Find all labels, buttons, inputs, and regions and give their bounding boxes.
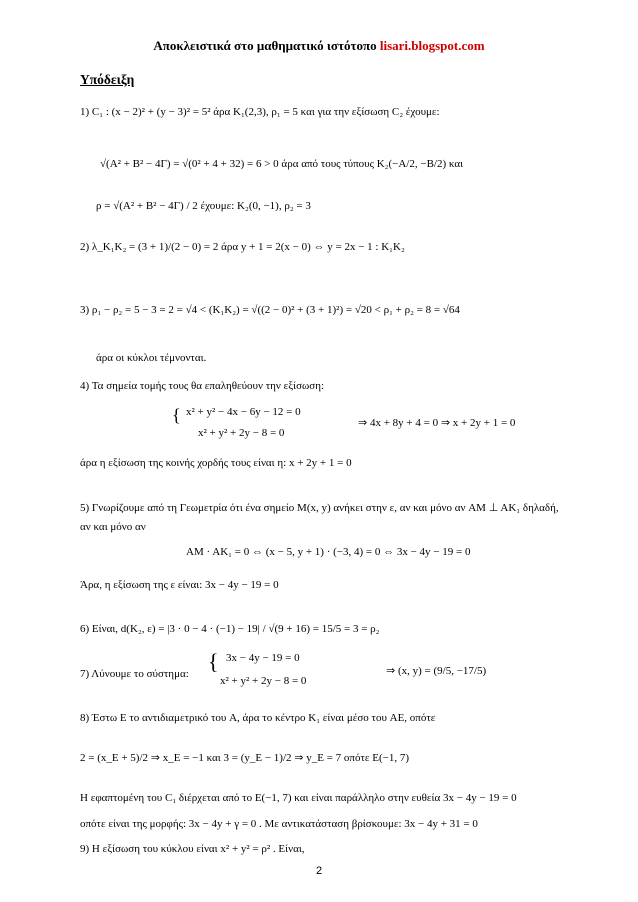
system-brace: { <box>172 405 181 425</box>
system-result: ⇒ 4x + 8y + 4 = 0 ⇒ x + 2y + 1 = 0 <box>358 417 516 429</box>
system-eq-1: x² + y² − 4x − 6y − 12 = 0 <box>186 406 301 418</box>
system-eq-2: x² + y² + 2y − 8 = 0 <box>198 427 285 439</box>
line-13: 6) Είναι, d(K₂, ε) = |3 · 0 − 4 · (−1) − 19| / √(9 + 16) = 15/5 = 3 = ρ₂ <box>80 623 380 635</box>
line-11: AM · AK₁ = 0 ⇔ (x − 5, y + 1) · (−3, 4) = 0 ⇔ 3x − 4y − 19 = 0 <box>186 546 471 558</box>
line-1: 1) C₁ : (x − 2)² + (y − 3)² = 5² άρα K₁(2,3), ρ₁ = 5 και για την εξίσωση C₂ έχουμε: <box>80 106 440 118</box>
system7-brace: { <box>208 649 219 674</box>
line-14: 7) Λύνουμε το σύστημα: <box>80 668 189 680</box>
page-header <box>0 38 638 54</box>
page-number: 2 <box>315 865 323 877</box>
line-15: 8) Έστω E το αντιδιαμετρικό του A, άρα το κέντρο K₁ είναι μέσο του AE, οπότε <box>80 712 436 724</box>
line-19: 9) Η εξίσωση του κύκλου είναι x² + y² = ρ² . Είναι, <box>80 843 305 855</box>
line-5: 3) ρ₁ − ρ₂ = 5 − 3 = 2 = √4 < (K₁K₂) = √((2 − 0)² + (3 + 1)²) = √20 < ρ₁ + ρ₂ = 8 = √64 <box>80 304 460 316</box>
line-9: 5) Γνωρίζουμε από τη Γεωμετρία ότι ένα σημείο M(x, y) ανήκει στην ε, αν και μόνο αν AM ⊥ AK₁ δηλαδή, <box>80 502 559 514</box>
line-8: άρα η εξίσωση της κοινής χορδής τους είναι η: x + 2y + 1 = 0 <box>80 457 352 469</box>
line-2: √(A² + B² − 4Γ) = √(0² + 4 + 32) = 6 > 0 άρα από τους τύπους K₂(−A/2, −B/2) και <box>100 158 464 170</box>
system7-eq-2: x² + y² + 2y − 8 = 0 <box>220 675 307 687</box>
system7-result: ⇒ (x, y) = (9/5, −17/5) <box>386 665 487 677</box>
header-link[interactable]: lisari.blogspot.com <box>379 38 485 53</box>
header-text: Αποκλειστικά στο μαθηματικό ιστότοπο <box>153 38 380 53</box>
line-6: άρα οι κύκλοι τέμνονται. <box>96 352 207 364</box>
system7-eq-1: 3x − 4y − 19 = 0 <box>226 652 300 664</box>
line-7: 4) Τα σημεία τομής τους θα επαληθεύουν την εξίσωση: <box>80 380 325 392</box>
line-16: 2 = (x_E + 5)/2 ⇒ x_E = −1 και 3 = (y_E − 1)/2 ⇒ y_E = 7 οπότε E(−1, 7) <box>80 752 410 764</box>
line-12: Άρα, η εξίσωση της ε είναι: 3x − 4y − 19 = 0 <box>80 579 279 591</box>
line-18: οπότε είναι της μορφής: 3x − 4y + γ = 0 . Με αντικατάσταση βρίσκουμε: 3x − 4y + 31 = 0 <box>80 818 478 830</box>
line-4: 2) λ_K₁K₂ = (3 + 1)/(2 − 0) = 2 άρα y + 1 = 2(x − 0) ⇔ y = 2x − 1 : K₁K₂ <box>80 241 405 253</box>
line-10: αν και μόνο αν <box>80 521 146 533</box>
line-3: ρ = √(A² + B² − 4Γ) / 2 έχουμε: K₂(0, −1), ρ₂ = 3 <box>96 200 311 212</box>
line-17: Η εφαπτομένη του C₁ διέρχεται από το E(−1, 7) και είναι παράλληλο στην ευθεία 3x − 4y − 19 = 0 <box>80 792 517 804</box>
section-title: Υπόδειξη <box>80 72 135 87</box>
